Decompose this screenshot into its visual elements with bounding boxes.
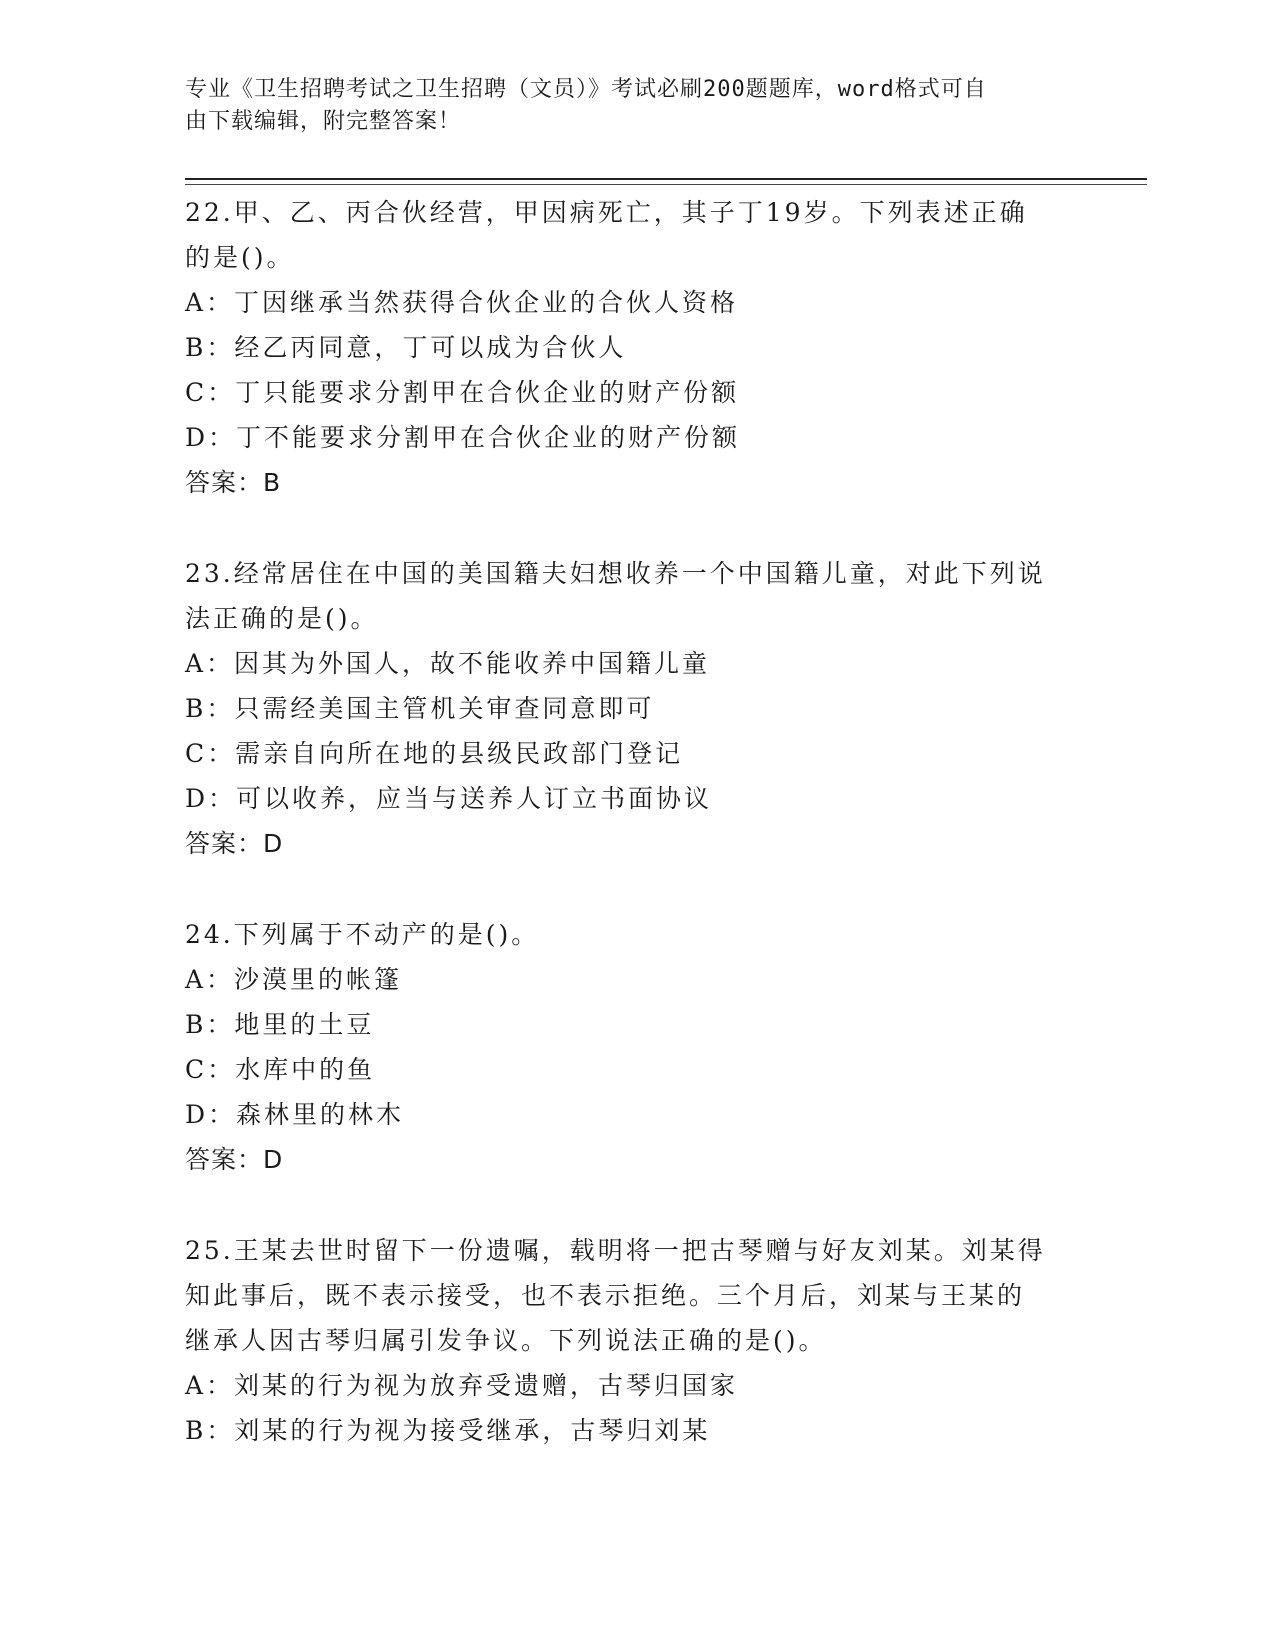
option-a: A：沙漠里的帐篷 (185, 965, 403, 994)
document-header (185, 74, 1065, 138)
header-divider-thick (185, 178, 1147, 180)
question-stem: 23.经常居住在中国的美国籍夫妇想收养一个中国籍儿童，对此下列说 (185, 559, 1046, 588)
question-stem: 继承人因古琴归属引发争议。下列说法正确的是()。 (185, 1326, 827, 1355)
question-stem: 25.王某去世时留下一份遗嘱，载明将一把古琴赠与好友刘某。刘某得 (185, 1236, 1046, 1265)
answer: 答案：D (185, 1145, 284, 1174)
question-stem: 的是()。 (185, 243, 295, 272)
option-d: D：可以收养，应当与送养人订立书面协议 (185, 784, 713, 813)
option-c: C：丁只能要求分割甲在合伙企业的财产份额 (185, 378, 740, 407)
question-22 (185, 190, 1085, 505)
option-a: A：丁因继承当然获得合伙企业的合伙人资格 (185, 288, 739, 317)
question-23 (185, 551, 1085, 866)
option-a: A：因其为外国人，故不能收养中国籍儿童 (185, 649, 711, 678)
question-stem: 知此事后，既不表示接受，也不表示拒绝。三个月后，刘某与王某的 (185, 1281, 1026, 1310)
option-a: A：刘某的行为视为放弃受遗赠，古琴归国家 (185, 1371, 739, 1400)
header-divider-thin (185, 184, 1147, 185)
answer: 答案：D (185, 829, 284, 858)
question-list (185, 190, 1085, 1499)
option-c: C：需亲自向所在地的县级民政部门登记 (185, 739, 684, 768)
option-b: B：刘某的行为视为接受继承，古琴归刘某 (185, 1416, 711, 1445)
option-c: C：水库中的鱼 (185, 1055, 376, 1084)
question-stem: 24.下列属于不动产的是()。 (185, 920, 540, 949)
option-d: D：丁不能要求分割甲在合伙企业的财产份额 (185, 423, 741, 452)
question-25 (185, 1228, 1085, 1453)
question-stem: 22.甲、乙、丙合伙经营，甲因病死亡，其子丁19岁。下列表述正确 (185, 198, 1028, 227)
option-b: B：只需经美国主管机关审查同意即可 (185, 694, 655, 723)
question-stem: 法正确的是()。 (185, 604, 379, 633)
header-line-2: 由下载编辑，附完整答案！ (185, 109, 462, 134)
option-b: B：经乙丙同意，丁可以成为合伙人 (185, 333, 627, 362)
question-24 (185, 912, 1085, 1182)
header-line-1: 专业《卫生招聘考试之卫生招聘（文员）》考试必刷200题题库，word格式可自 (185, 77, 987, 102)
option-d: D：森林里的林木 (185, 1100, 405, 1129)
option-b: B：地里的土豆 (185, 1010, 375, 1039)
answer: 答案：B (185, 468, 282, 497)
